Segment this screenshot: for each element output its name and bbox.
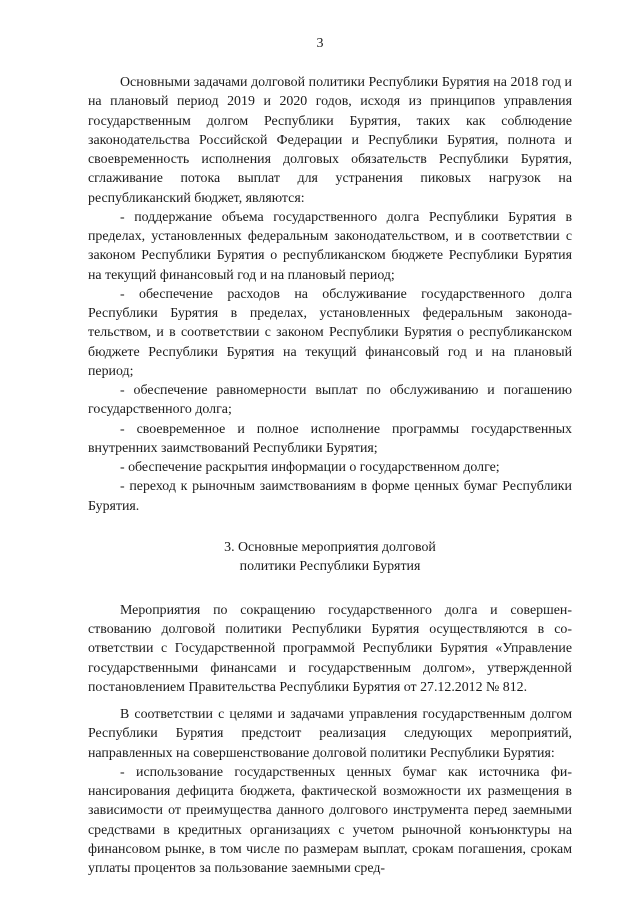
section-3-heading-line-1: 3. Основные мероприятия долговой — [224, 539, 436, 555]
planned-measures-paragraph: В соответствии с целями и задачами управления государственным долгом Республики Бурятия предстоит реализация следующих мероприятий, направленных на совершенствование долговой политики Республики Бурятия: — [88, 707, 572, 761]
section-3-heading — [88, 538, 572, 577]
task-item-disclosure: - обеспечение раскрытия информации о государственном долге; — [120, 460, 500, 475]
task-item-debt-service-expenses: - обеспечение расходов на обслуживание государственного долга Республики Бурятия в пределах, установленных федеральным законодательством, и в соответствии с законом Республики Бурятия о республиканском бюджете Республики Бурятия на текущий финансовый год и на плановый период; — [88, 286, 572, 379]
task-item-market-borrowing: - переход к рыночным заимствованиям в форме ценных бумаг Республики Бурятия. — [88, 479, 572, 514]
task-item-payment-uniformity: - обеспечение равномерности выплат по обслуживанию и погашению государственного долга; — [88, 383, 572, 418]
task-item-borrowing-program: - своевременное и полное исполнение программы государственных внутренних заимствований Республики Бурятия; — [88, 421, 572, 456]
paragraph-spacer — [88, 697, 572, 705]
section-3-heading-line-2: политики Республики Бурятия — [239, 559, 421, 575]
measure-item-securities: - использование государственных ценных бумаг как источника финансирования дефицита бюджета, фактической возможности их размещения в зависимости от преимущества данного долгового инструмента перед заемными средствами в кредитных организациях с учетом рыночной конъюнктуры на финансовом рынке, в том числе по размерам выплат, срокам погашения, срокам уплаты процентов за пользование заемными сред- — [88, 764, 572, 876]
document-body — [88, 73, 572, 878]
measures-paragraph: Мероприятия по сокращению государственного долга и совершенствованию долговой политики Республики Бурятия осуществляются в соответствии с Государственной программой Республики Бурятия «Управление государственными финансами и государственным долгом», утвержденной постановлением Правительства Республики Бурятия от 27.12.2012 № 812. — [88, 602, 572, 695]
page-number: 3 — [316, 36, 324, 51]
intro-paragraph: Основными задачами долговой политики Республики Бурятия на 2018 год и на плановый период 2019 и 2020 годов, исходя из принципов управления государственным долгом Республики Бурятия, таких как соблюдение законодательства Российской Федерации и Республики Бурятия, полнота и своевременность исполнения долговых обязательств Республики Бурятия, сглаживание потока выплат для устранения пиковых нагрузок на республиканский бюджет, являются: — [88, 75, 572, 206]
task-item-debt-volume: - поддержание объема государственного долга Республики Бурятия в пределах, установленных федеральным законодательством, и в соответствии с законом Республики Бурятия о республиканском бюджете Республики Бурятия на текущий финансовый год и на плановый период; — [88, 209, 572, 283]
